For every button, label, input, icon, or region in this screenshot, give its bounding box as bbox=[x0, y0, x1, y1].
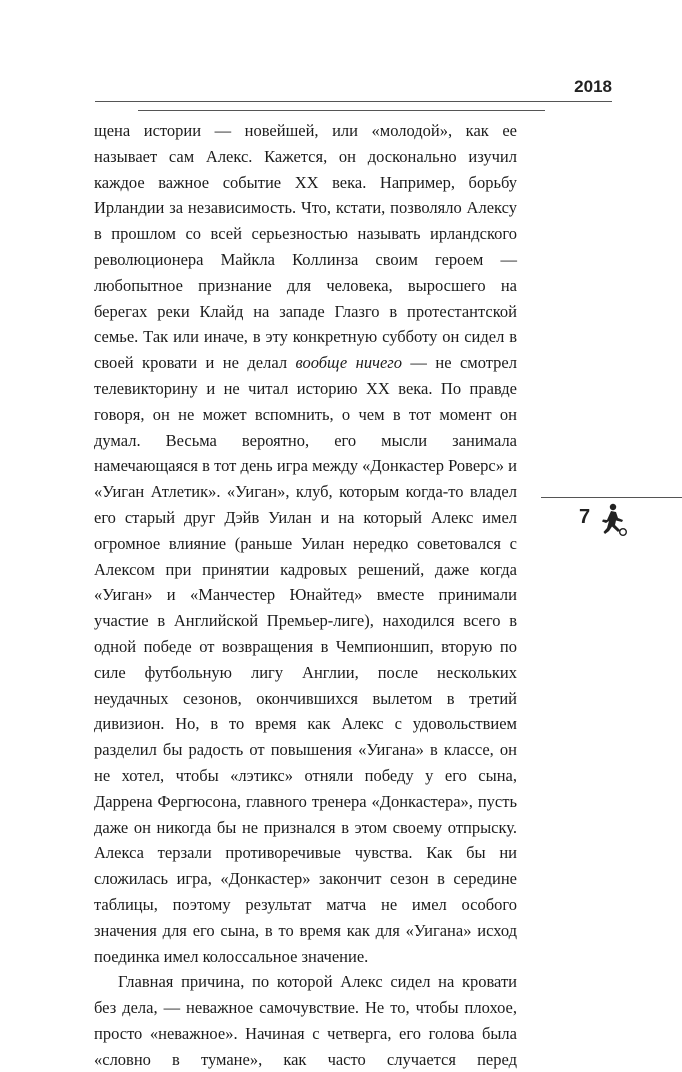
paragraph-1-text: щена истории — новейшей, или «молодой», как ее называет сам Алекс. Кажется, он досконально изучил каждое важное событие XX века. Например, борьбу Ирландии за независимость. Что, кстати, позволяло Алексу в прошлом со всей серьезностью называть ирландского революционера Майкла Коллинза своим героем — любопытное признание для человека, выросшего на берегах реки Клайд на западе Глазго в протестантской семье. Так или иначе, в эту конкретную субботу он сидел в своей кровати и не делал bbox=[94, 121, 517, 373]
soccer-player-icon bbox=[596, 503, 628, 537]
paragraph-1-continuation: — не смотрел телевикторину и не читал историю XX века. По правде говоря, он не может вспомнить, о чем в тот момент он думал. Весьма вероятно, его мысли занимала намечающаяся в тот день игра между «Донкастер Роверс» и «Уиган Атлетик». «Уиган», клуб, которым когда-то владел его старый друг Дэйв Уилан и на который Алекс имел огромное влияние (раньше Уилан нередко советовался с Алексом при принятии кадровых решений, даже когда «Уиган» и «Манчестер Юнайтед» вместе принимали участие в Английской Премьер-лиге), находился всего в одной победе от возвращения в Чемпионшип, вторую по силе футбольную лигу Англии, после нескольких неудачных сезонов, окончившихся вылетом в третий дивизион. Но, в то время как Алекс с удовольствием разделил бы радость от повышения «Уигана» в классе, он не хотел, чтобы «лэтикс» отняли победу у его сына, Даррена Фергюсона, главного тренера «Донкастера», пусть даже он никогда бы не признался в этом своему отпрыску. Алекса терзали противоречивые чувства. Как бы ни сложилась игра, «Донкастер» закончит сезон в середине таблицы, поэтому результат матча не имел особого значения для его сына, в то время как для «Уигана» исход поединка имел колоссальное значение. bbox=[94, 353, 517, 966]
header-rule-bottom bbox=[138, 110, 545, 111]
body-text bbox=[94, 118, 517, 1072]
running-header-year: 2018 bbox=[574, 77, 612, 96]
emphasis-text: вообще ничего bbox=[295, 353, 402, 373]
paragraph-1 bbox=[94, 118, 517, 969]
chapter-side-marker bbox=[541, 497, 682, 543]
marker-rule bbox=[541, 497, 682, 498]
page-number: 7 bbox=[579, 506, 591, 528]
header-rule-top bbox=[95, 101, 612, 102]
paragraph-2: Главная причина, по которой Алекс сидел на кровати без дела, — неважное самочувствие. Не то, чтобы плохое, просто «неважное». Начиная с четверга, его голова была «словно в тумане», как часто случается перед bbox=[94, 972, 517, 1069]
